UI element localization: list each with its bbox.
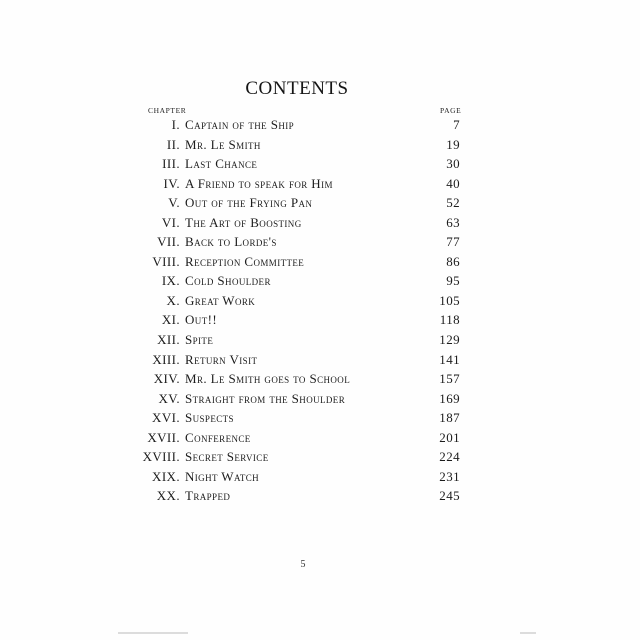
toc-entry xyxy=(0,312,640,332)
chapter-title: The Art of Boosting xyxy=(185,214,302,230)
toc-entry xyxy=(0,117,640,137)
page-number: 86 xyxy=(446,253,460,269)
toc-entry xyxy=(0,234,640,254)
chapter-number: VI. xyxy=(161,214,180,230)
toc-entry xyxy=(0,430,640,450)
chapter-title: Out!! xyxy=(185,312,218,328)
chapter-title: Trapped xyxy=(185,488,231,504)
page-number: 169 xyxy=(439,390,460,406)
chapter-title: Mr. Le Smith goes to School xyxy=(185,371,351,387)
chapter-title: Mr. Le Smith xyxy=(185,136,261,152)
chapter-number: VII. xyxy=(157,234,180,250)
page-column-header: PAGE xyxy=(440,106,640,640)
toc-entry xyxy=(0,410,640,430)
page-number: 129 xyxy=(439,332,460,348)
chapter-number: XIV. xyxy=(153,371,180,387)
contents-heading: CONTENTS xyxy=(245,78,349,99)
page-number: 224 xyxy=(439,449,460,465)
chapter-number: II. xyxy=(166,136,180,152)
chapter-title: Spite xyxy=(185,332,214,348)
table-of-contents xyxy=(0,117,640,508)
chapter-number: IV. xyxy=(163,175,180,191)
page-number: 40 xyxy=(446,175,460,191)
chapter-title: Great Work xyxy=(185,292,256,308)
chapter-number: XII. xyxy=(157,332,180,348)
page-number: 7 xyxy=(453,117,460,132)
chapter-number: XX. xyxy=(156,488,180,504)
page-number: 95 xyxy=(446,273,460,289)
page-number: 105 xyxy=(439,292,460,308)
page-number: 19 xyxy=(446,136,460,152)
chapter-number: X. xyxy=(166,292,180,308)
chapter-title: Last Chance xyxy=(185,156,258,172)
toc-entry xyxy=(0,195,640,215)
page-number: 187 xyxy=(439,410,460,426)
chapter-title: Night Watch xyxy=(185,468,260,484)
chapter-number: XVIII. xyxy=(142,449,180,465)
chapter-number: XVI. xyxy=(152,410,180,426)
page-number: 63 xyxy=(446,214,460,230)
chapter-number: XI. xyxy=(161,312,180,328)
chapter-number: XIII. xyxy=(152,351,180,367)
toc-entry xyxy=(0,352,640,372)
chapter-number: V. xyxy=(168,195,180,211)
page-edge-divider xyxy=(118,632,188,634)
toc-entry xyxy=(0,293,640,313)
chapter-title: Secret Service xyxy=(185,449,269,465)
chapter-number: VIII. xyxy=(152,253,180,269)
chapter-title: Cold Shoulder xyxy=(185,273,271,289)
page-number: 231 xyxy=(439,468,460,484)
chapter-title: Conference xyxy=(185,429,251,445)
chapter-number: XV. xyxy=(158,390,180,406)
chapter-number: III. xyxy=(162,156,180,172)
toc-entry xyxy=(0,215,640,235)
chapter-number: XIX. xyxy=(152,468,180,484)
toc-entry xyxy=(0,371,640,391)
chapter-title: Captain of the Ship xyxy=(185,117,295,132)
folio-page-number: 5 xyxy=(300,559,306,570)
chapter-title: Suspects xyxy=(185,410,234,426)
toc-entry xyxy=(0,332,640,352)
toc-entry xyxy=(0,391,640,411)
page-number: 201 xyxy=(439,429,460,445)
page-number: 245 xyxy=(439,488,460,504)
page-number: 157 xyxy=(439,371,460,387)
chapter-title: Reception Committee xyxy=(185,253,305,269)
chapter-number: XVII. xyxy=(147,429,180,445)
page-number: 77 xyxy=(446,234,460,250)
page-number: 141 xyxy=(439,351,460,367)
chapter-title: Out of the Frying Pan xyxy=(185,195,313,211)
toc-entry xyxy=(0,137,640,157)
chapter-column-header: CHAPTER xyxy=(148,106,187,115)
chapter-title: Back to Lorde's xyxy=(185,234,277,250)
chapter-title: Return Visit xyxy=(185,351,258,367)
chapter-title: Straight from the Shoulder xyxy=(185,390,346,406)
page-number: 52 xyxy=(446,195,460,211)
toc-entry xyxy=(0,156,640,176)
chapter-number: I. xyxy=(171,117,180,132)
toc-entry xyxy=(0,469,640,489)
toc-entry xyxy=(0,273,640,293)
toc-entry xyxy=(0,254,640,274)
chapter-title: A Friend to speak for Him xyxy=(185,175,333,191)
chapter-number: IX. xyxy=(161,273,180,289)
page-number: 118 xyxy=(439,312,460,328)
toc-entry xyxy=(0,488,640,508)
page-edge-divider xyxy=(520,632,536,634)
page-number: 30 xyxy=(446,156,460,172)
toc-entry xyxy=(0,176,640,196)
toc-entry xyxy=(0,449,640,469)
